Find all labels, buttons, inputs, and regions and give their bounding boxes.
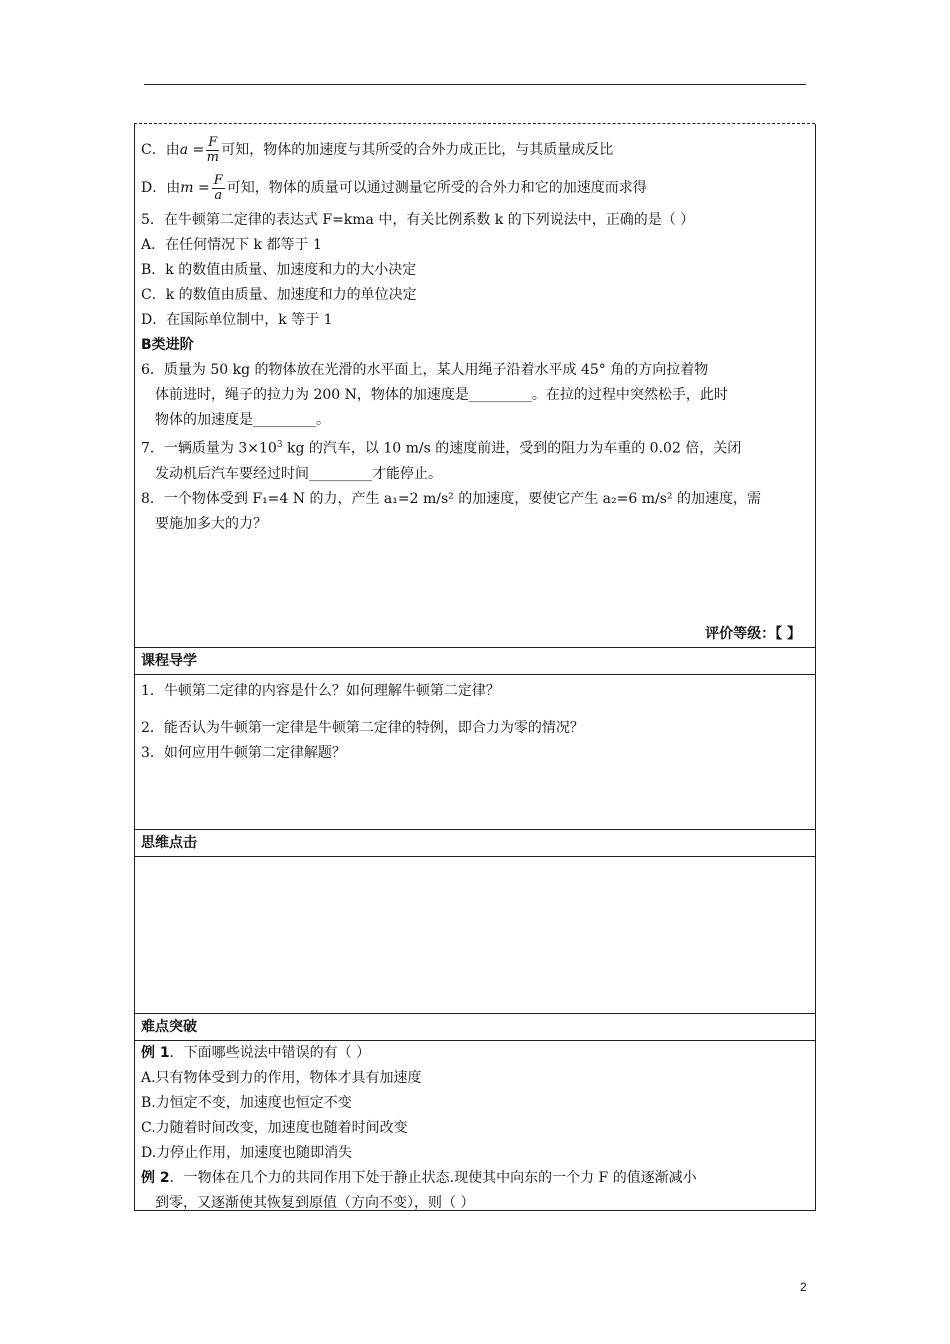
fraction-f-over-m: $\frac{F}{m}$ [206,134,219,165]
question-6-line-1: 6．质量为 50 kg 的物体放在光滑的水平面上，某人用绳子沿着水平成 45° 角的方向拉着物 [141,362,709,378]
question-6-line-2: 体前进时，绳子的拉力为 200 N，物体的加速度是_________。在拉的过程中突然松手，此时 [155,387,728,403]
guide-question-1: 1．牛顿第二定律的内容是什么？如何理解牛顿第二定律？ [141,683,500,699]
guide-question-3: 3．如何应用牛顿第二定律解题？ [141,745,346,761]
ex1-option-c: C.力随着时间改变，加速度也随着时间改变 [141,1120,408,1136]
question-7-line-2: 发动机后汽车要经过时间_________才能停止。 [155,465,442,482]
q5-option-d: D．在国际单位制中，k 等于 1 [141,312,333,328]
option-d-line: D．由m = $\frac{F}{a}$ 可知，物体的质量可以通过测量它所受的合外力和它的加速度而求得 [141,172,647,203]
fraction-f-over-a: $\frac{F}{a}$ [213,172,223,203]
thinking-section [135,829,815,1013]
option-c-line: C．由a = $\frac{F}{m}$ 可知，物体的加速度与其所受的合外力成正比，与其质量成反比 [141,134,614,165]
evaluation-grade: 评价等级：【 】 [705,626,801,642]
worksheet-table [134,124,816,1211]
question-8-line-1: 8．一个物体受到 F₁=4 N 的力，产生 a₁=2 m/s² 的加速度，要使它产生 a₂=6 m/s² 的加速度，需 [141,490,761,507]
ex1-option-d: D.力停止作用，加速度也随即消失 [141,1145,353,1161]
header-rule [144,84,806,85]
question-5: 5．在牛顿第二定律的表达式 F=kma 中，有关比例系数 k 的下列说法中，正确的是（ ） [141,212,695,228]
question-7-line-1: 7．一辆质量为 $3\times 10^3$ kg 的汽车，以 10 m/s 的速度前进，受到的阻力为车重的 0.02 倍，关闭 [141,440,742,457]
question-6-line-3: 物体的加速度是_________。 [155,412,330,428]
question-8-line-2: 要施加多大的力？ [155,515,267,532]
q5-option-a: A．在任何情况下 k 都等于 1 [141,237,322,253]
b-level-heading: B类进阶 [141,337,194,353]
thinking-heading: 思维点击 [135,830,815,857]
guide-question-2: 2．能否认为牛顿第一定律是牛顿第二定律的特例，即合力为零的情况？ [141,720,584,736]
ex1-option-a: A.只有物体受到力的作用，物体才具有加速度 [141,1070,422,1086]
example-1: 例 1．下面哪些说法中错误的有（ ） [141,1045,371,1061]
ex1-option-b: B.力恒定不变，加速度也恒定不变 [141,1095,352,1111]
difficulty-section [135,1013,815,1210]
q5-option-b: B．k 的数值由质量、加速度和力的大小决定 [141,262,417,278]
difficulty-heading: 难点突破 [135,1014,815,1041]
exercise-section [135,124,815,647]
q5-option-c: C．k 的数值由质量、加速度和力的单位决定 [141,287,417,303]
example-2-line-2: 到零，又逐渐使其恢复到原值（方向不变），则（ ） [155,1195,475,1211]
example-2-line-1: 例 2．一物体在几个力的共同作用下处于静止状态.现使其中向东的一个力 F 的值逐渐减小 [141,1170,697,1186]
course-guide-heading: 课程导学 [135,648,815,675]
course-guide-section [135,647,815,829]
page-number: 2 [800,1280,807,1294]
